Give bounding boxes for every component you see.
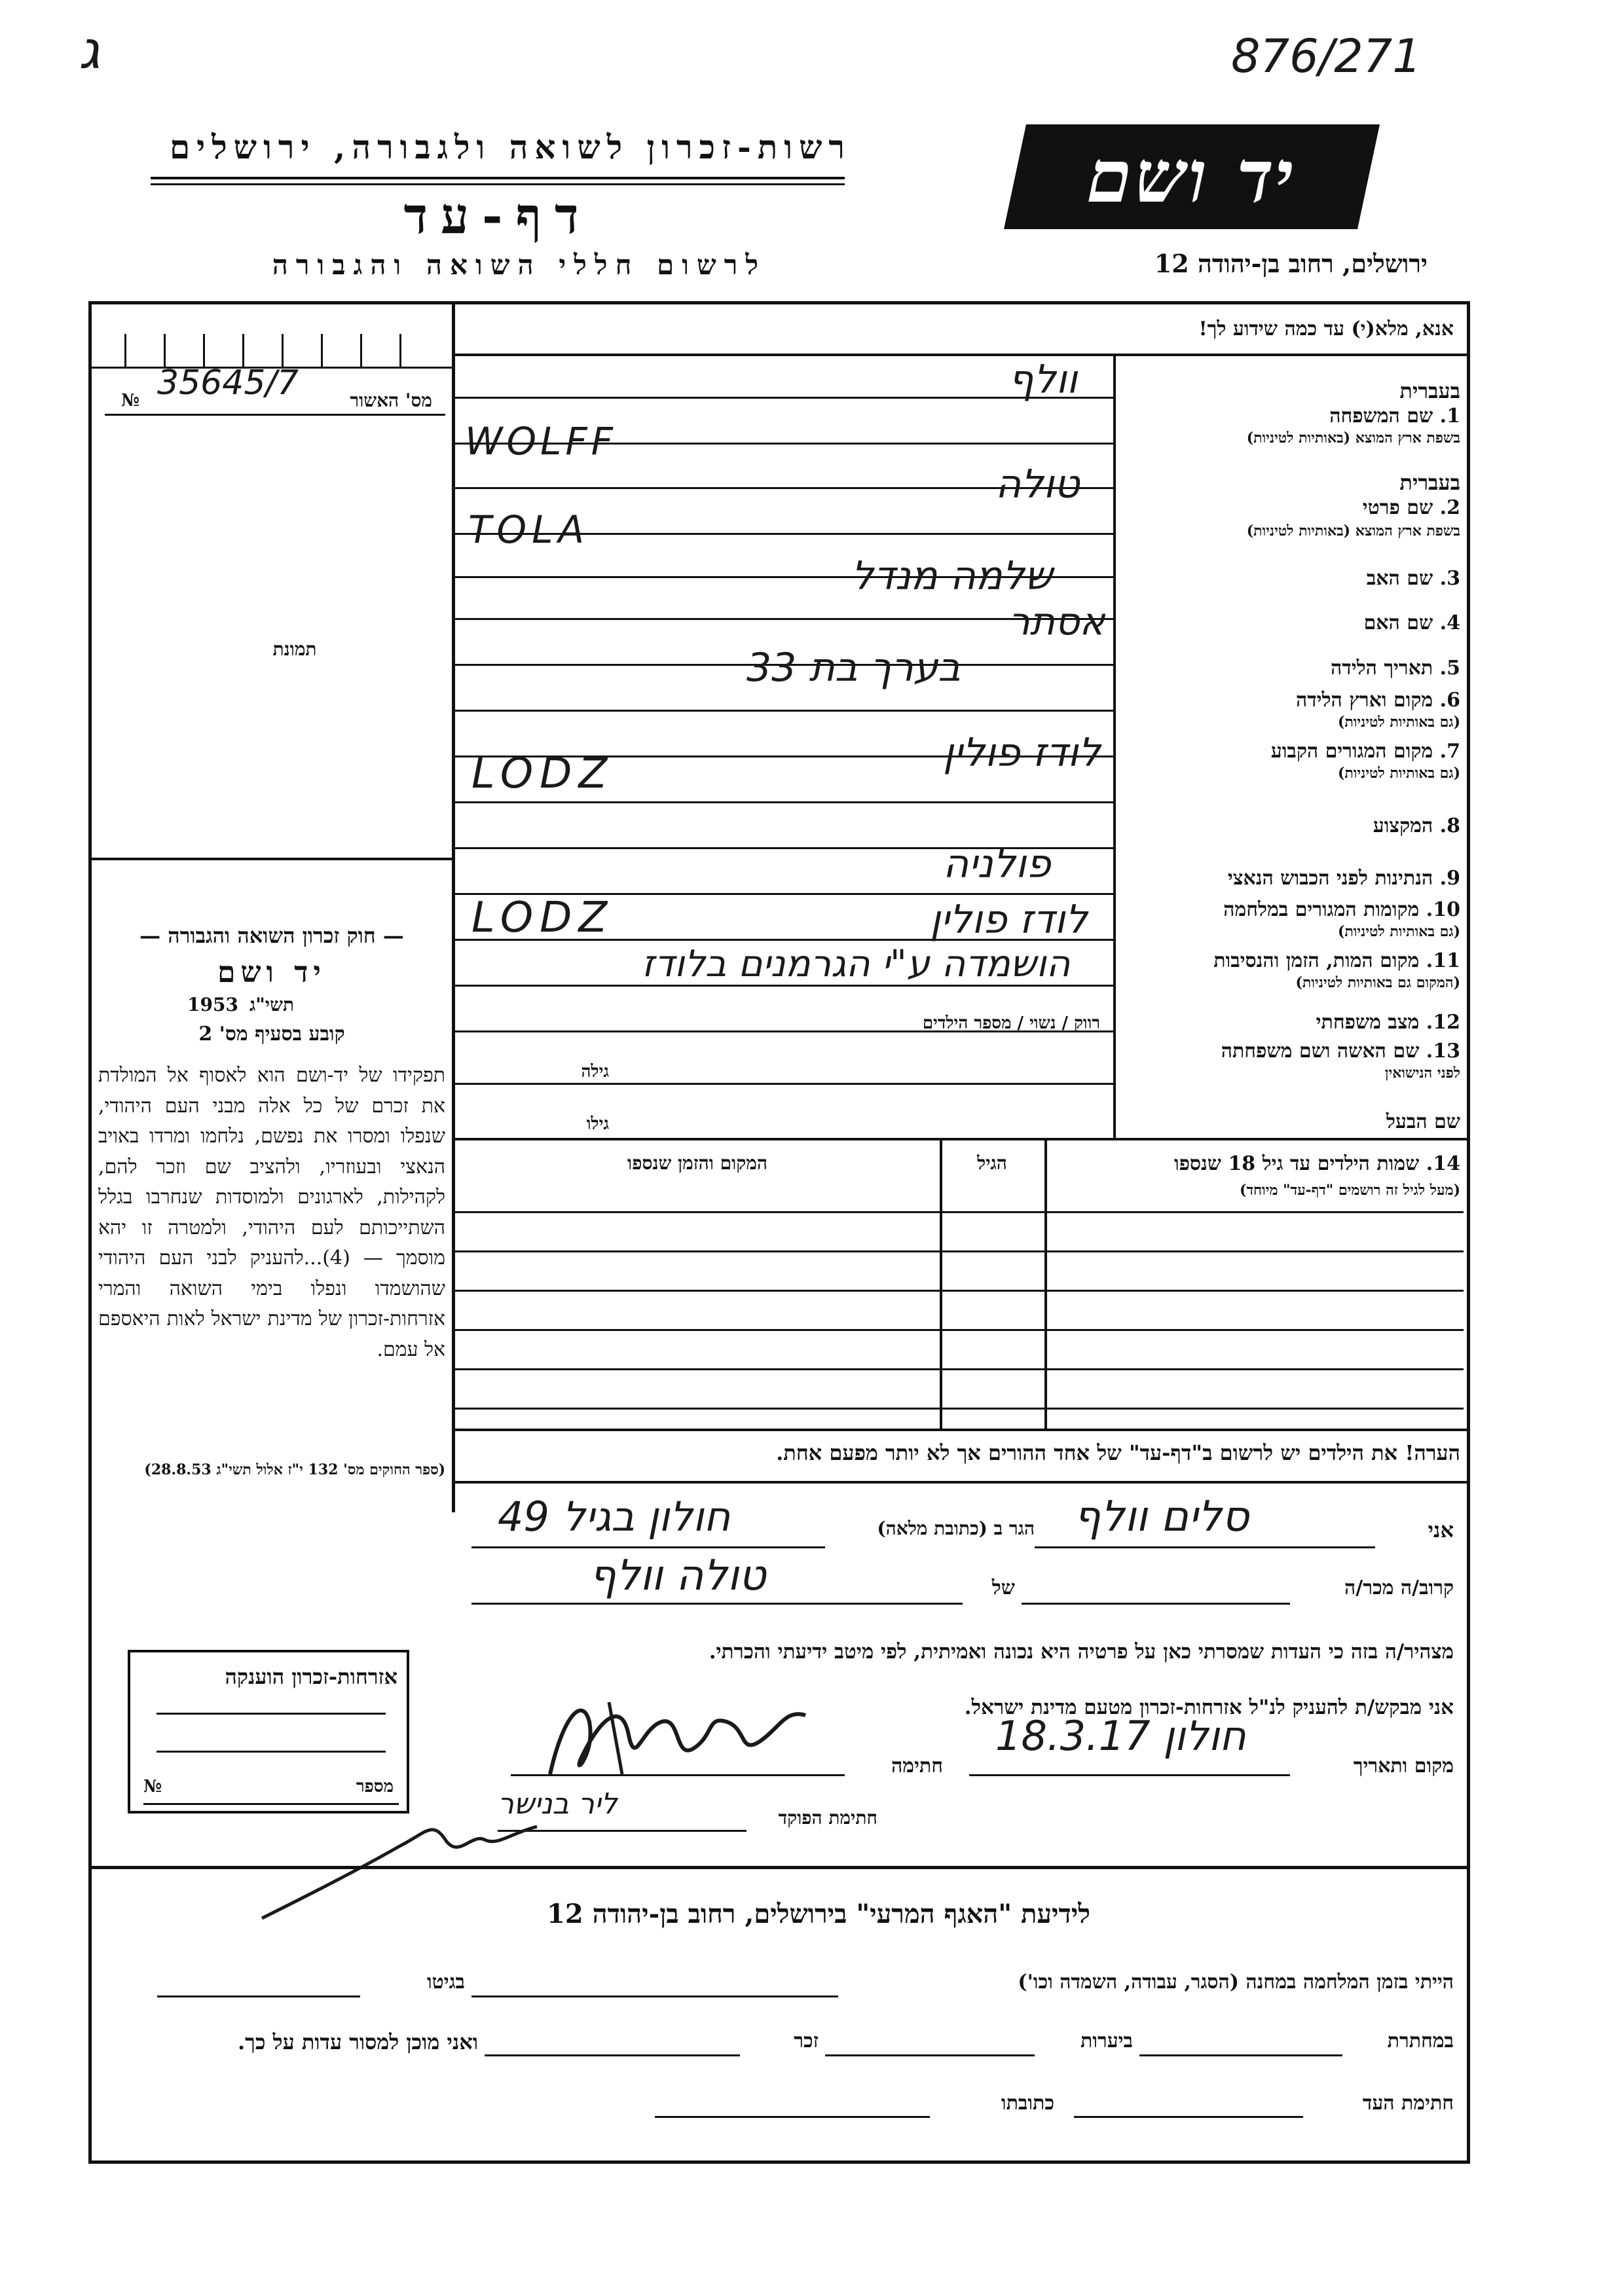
declarant-of-label: של [991,1576,1015,1599]
authority-line: רשות-זכרון לשואה ולגבורה, ירושלים [169,128,851,166]
declarant-ani-label: אני [1428,1518,1454,1542]
husband-age-label: גילו [586,1114,609,1134]
children-sub: (מעל לגיל זה רושמים "דף-עד" מיוחד) [1240,1182,1460,1199]
approval-number: 35645/7 [157,363,299,403]
note-rule-top [455,1429,1470,1431]
label-surname-sub: בשפת ארץ המוצא (באותיות לטיניות) [1246,429,1460,446]
birthdate-value: בערך בת 33 [747,645,961,691]
request-text: אני מבקש/ת להעניק לנ"ל אזרחות-זכרון מטעם מדינת ישראל. [964,1696,1454,1719]
footer-line1-blank [471,1995,838,1997]
label-firstname: 2. שם פרטי [1362,496,1460,519]
citizenship-box [128,1650,409,1813]
label-nationality: 9. הנתינות לפני הכבוש הנאצי [1227,867,1460,890]
marital-options: רווק / נשוי / מספר הילדים [922,1013,1100,1033]
label-wartime-residence-sub: (גם באותיות לטיניות) [1337,923,1460,940]
death-value: הושמדה ע"י הגרמנים בלודז [642,943,1071,985]
approval-no-symbol: № [121,391,140,410]
declarant-relative-label: קרוב/ה מכר/ה [1344,1576,1454,1599]
note-rule-bottom [455,1481,1470,1484]
archive-mark: ג [79,20,100,81]
declarant-address: חולון בגיל 49 [498,1493,731,1540]
approval-label: מס' האשור [350,390,432,411]
footer-line1-blank2 [157,1995,360,1997]
declarant-name-line [1035,1546,1375,1548]
label-surname: 1. שם המשפחה [1329,405,1460,428]
footer-title: לידיעת "האגף המרעי" בירושלים, רחוב בן-יהודה 12 [547,1899,1090,1929]
photo-label: תמונת [272,638,317,660]
label-husband: שם הבעל [1386,1110,1460,1133]
form-intro: אנא, מלא(י) עד כמה שידוע לך! [1198,318,1454,340]
nationality-value: פולניה [943,841,1051,887]
label-surname-hebrew-tag: בעברית [1399,378,1460,403]
label-wartime-residence: 10. מקומות המגורים במלחמה [1223,898,1460,921]
declarant-of-value: טולה וולף [589,1552,766,1600]
declarant-address-label: הגר ב (כתובת מלאה) [877,1518,1035,1539]
label-column-divider [1113,356,1116,1139]
firstname-hebrew-value: טולה [995,462,1080,507]
form-title: דף-עד [403,187,592,245]
law-year-hebrew: תשי"ג [249,994,295,1015]
wife-age-label: גילה [581,1062,609,1082]
label-wife: 13. שם האשה ושם משפחתה [1221,1040,1460,1063]
law-text: תפקידו של יד-ושם הוא לאסוף אל המולדת את זכרם של כל אלה מבני העם היהודי, שנפלו ומסרו את נפשם, נלחמו ומרדו באויב הנאצי ובעוזריו, ולהציב שם וזכר להם, לקהילות, לארגונים ולמוסדות שנחרבו בגלל השתייכותם לעם היהודי, ולמטרה זו יהא מוסמך — (4)...להעניק לבני העם היהודי שהושמדו ונפלו בימי השואה והמרי אזרחות-זכרון של מדינת ישראל לאות היאספם אל עמם. [98,1064,446,1361]
law-name: יד ושם [217,956,326,989]
header-rule-2 [151,183,845,185]
footer-line3-blank1 [1074,2116,1303,2118]
labels-column [1120,359,1460,1138]
citizenship-no-symbol: № [143,1777,162,1796]
footer-line3-blank2 [655,2116,930,2118]
officer-label: חתימת הפוקד [778,1807,877,1829]
residence-value: לודז פולין [943,730,1101,776]
label-firstname-sub: בשפת ארץ המוצא (באותיות לטיניות) [1246,522,1460,539]
footer-line2-blank2 [825,2054,1035,2056]
label-birthplace: 6. מקום וארץ הלידה [1295,689,1460,712]
footer-line2-d: ואני מוכן למסור עדות על כך. [237,2030,478,2054]
wartime-residence-value: לודז פולין [930,897,1088,943]
citizenship-title: אזרחות-זכרון הוענקה [225,1664,397,1689]
label-father: 3. שם האב [1366,567,1460,590]
law-year: 1953 [187,994,238,1015]
label-marital: 12. מצב משפחתי [1316,1011,1460,1034]
footer-line2-blank3 [485,2054,740,2056]
surname-latin-value: WOLFF [465,419,618,464]
label-mother: 4. שם האם [1363,611,1460,634]
children-col-age: הגיל [977,1152,1007,1174]
surname-hebrew-value: וולף [1008,357,1078,403]
place-date-value: חולון 18.3.17 [995,1712,1246,1760]
approval-tick-box [124,321,439,367]
footer-line2-blank1 [1139,2054,1342,2056]
declarant-of-line [471,1603,963,1605]
law-citation: (ספר החוקים מס' 132 י"ז אלול תשי"ג 28.8.53) [144,1461,445,1478]
footer-line2-a: במחתרת [1387,2030,1454,2052]
father-value: שלמה מנדל [851,553,1053,599]
children-col-place: המקום והזמן שנספו [627,1152,767,1174]
declarant-relative-line [1022,1603,1290,1605]
footer-line1-b: בגיטו [426,1971,465,1994]
firstname-latin-value: TOLA [468,507,590,552]
residence-latin-value: LODZ [471,750,614,798]
declarant-signature [511,1676,851,1794]
header-address: ירושלים, רחוב בן-יהודה 12 [1154,249,1428,278]
mother-value: אסתר [1008,599,1105,644]
label-residence-sub: (גם באותיות לטיניות) [1337,765,1460,782]
note-text: הערה! את הילדים יש לרשום ב"דף-עד" של אחד ההורים אך לא יותר מפעם אחת. [776,1440,1460,1465]
citizenship-number-label: מספר [356,1777,394,1796]
place-date-line [969,1774,1290,1776]
label-firstname-hebrew-tag: בעברית [1399,470,1460,495]
approval-underline [105,414,445,416]
footer-line1-a: הייתי בזמן המלחמה במחנה (הסגר, עבודה, השמדה וכו') [1018,1971,1454,1994]
photo-area-bottom [88,858,452,860]
place-date-label: מקום ותאריך [1353,1755,1454,1777]
label-wife-sub: לפני הנישואין [1384,1065,1460,1082]
wartime-residence-latin-value: LODZ [471,894,614,942]
law-heading: — חוק זכרון השואה והגבורה — [139,923,404,948]
footer-line2-c: זכר [794,2030,819,2052]
label-residence: 7. מקום המגורים הקבוע [1270,740,1460,763]
declaration-text: מצהיר/ה בזה כי העדות שמסרתי כאן על פרטיה היא נכונה ואמיתית, לפי מיטב ידיעתי והכרתי. [709,1640,1454,1664]
footer-rule [88,1866,1470,1869]
footer-line3-b: כתובתו [1001,2092,1054,2115]
catalog-number: 876/271 [1231,29,1422,83]
law-section: קובע בסעיף מס' 2 [198,1023,345,1046]
form-subtitle: לרשום חללי השואה והגבורה [272,249,766,281]
label-birthdate: 5. תאריך הלידה [1331,657,1460,680]
footer-line2-b: ביערות [1080,2030,1133,2052]
signature-label: חתימה [891,1755,943,1777]
declarant-name: סלים וולף [1074,1493,1249,1541]
label-profession: 8. המקצוע [1373,814,1460,837]
officer-stamp-text: ליר בנישר [498,1787,618,1821]
yad-vashem-logo [1004,124,1380,229]
label-death-sub: (המקום גם באותיות לטיניות) [1295,974,1460,991]
footer-line3-a: חתימת העד [1362,2092,1454,2115]
header-rule-1 [151,177,845,179]
label-birthplace-sub: (גם באותיות לטיניות) [1337,714,1460,731]
children-label: 14. שמות הילדים עד גיל 18 שנספו [1173,1152,1460,1175]
logo-text: יד ושם [1079,134,1306,219]
label-death: 11. מקום המות, הזמן והנסיבות [1213,949,1460,972]
declarant-address-line [471,1546,825,1548]
